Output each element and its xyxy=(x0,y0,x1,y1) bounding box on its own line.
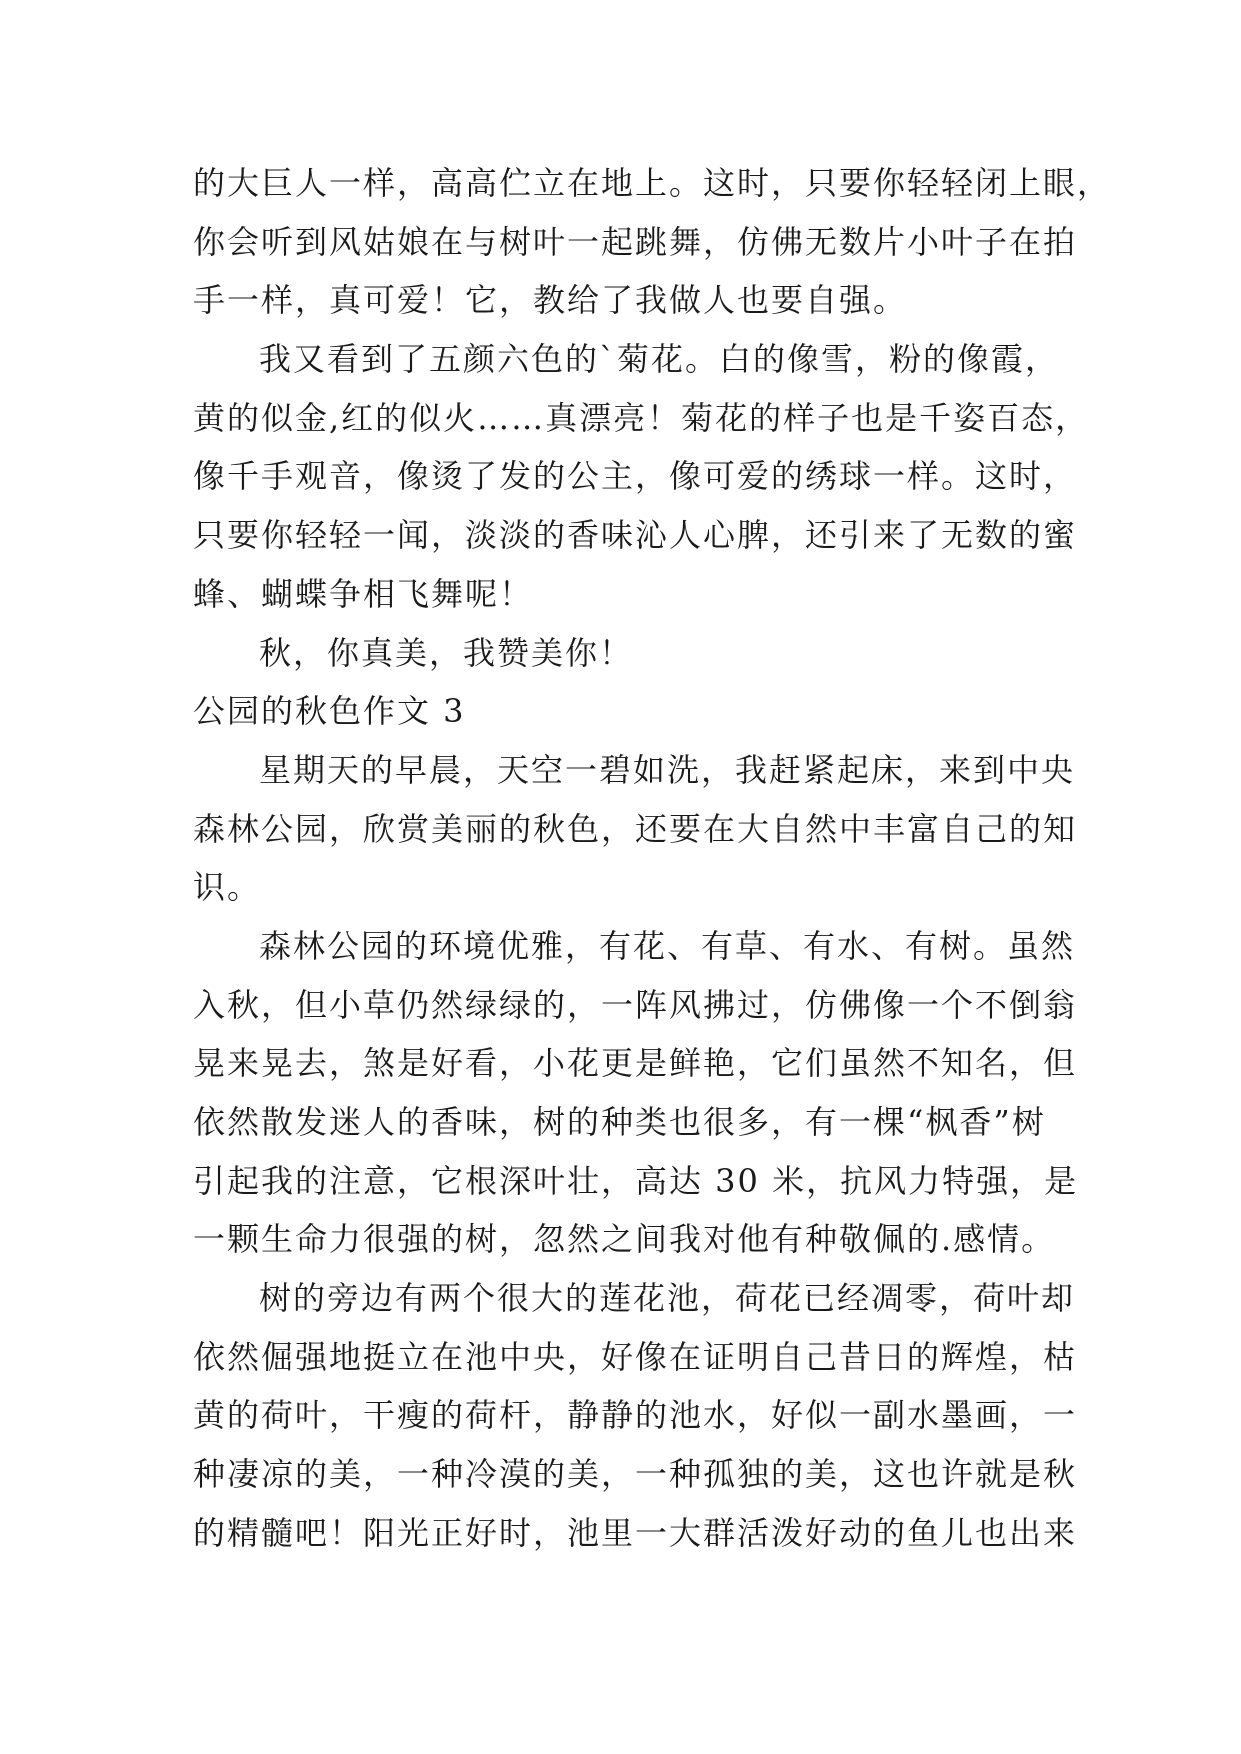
text-line: 我又看到了五颜六色的`菊花。白的像雪，粉的像霞， xyxy=(259,340,1060,379)
text-line: 手一样，真可爱！它，教给了我做人也要自强。 xyxy=(193,281,908,320)
text-line: 森林公园的环境优雅，有花、有草、有水、有树。虽然 xyxy=(259,926,1076,965)
body-text xyxy=(193,154,1112,1563)
text-line: 入秋，但小草仍然绿绿的，一阵风拂过，仿佛像一个不倒翁 xyxy=(193,985,1078,1024)
text-line: 引起我的注意，它根深叶壮，高达 30 米，抗风力特强，是 xyxy=(193,1161,1079,1200)
text-line: 的大巨人一样，高高伫立在地上。这时，只要你轻轻闭上眼， xyxy=(193,164,1112,202)
text-line: 蜂、蝴蝶争相飞舞呢！ xyxy=(193,574,534,613)
text-line: 识。 xyxy=(193,868,262,907)
text-line: 你会听到风姑娘在与树叶一起跳舞，仿佛无数片小叶子在拍 xyxy=(193,222,1078,261)
text-line: 一颗生命力很强的树，忽然之间我对他有种敬佩的.感情。 xyxy=(193,1220,1056,1259)
section-heading: 公园的秋色作文 3 xyxy=(193,692,466,731)
text-line: 种凄凉的美，一种冷漠的美，一种孤独的美，这也许就是秋 xyxy=(193,1455,1078,1494)
text-line: 星期天的早晨，天空一碧如洗，我赶紧起床，来到中央 xyxy=(259,750,1076,789)
text-line: 黄的荷叶，干瘦的荷杆，静静的池水，好似一副水墨画，一 xyxy=(193,1396,1078,1435)
text-line: 晃来晃去，煞是好看，小花更是鲜艳，它们虽然不知名，但 xyxy=(193,1044,1078,1083)
text-line: 依然倔强地挺立在池中央，好像在证明自己昔日的辉煌，枯 xyxy=(193,1337,1078,1376)
text-line: 的精髓吧！阳光正好时，池里一大群活泼好动的鱼儿也出来 xyxy=(193,1513,1078,1552)
text-line: 森林公园，欣赏美丽的秋色，还要在大自然中丰富自己的知 xyxy=(193,809,1078,848)
text-line: 树的旁边有两个很大的莲花池，荷花已经凋零，荷叶却 xyxy=(259,1279,1076,1318)
text-line: 秋，你真美，我赞美你！ xyxy=(259,633,634,672)
text-line: 只要你轻轻一闻，淡淡的香味沁人心脾，还引来了无数的蜜 xyxy=(193,516,1078,555)
text-line: 像千手观音，像烫了发的公主，像可爱的绣球一样。这时， xyxy=(193,457,1078,496)
text-line: 黄的似金,红的似火……真漂亮！菊花的样子也是千姿百态， xyxy=(193,398,1090,437)
text-line: 依然散发迷人的香味，树的种类也很多，有一棵“枫香”树 xyxy=(193,1103,1046,1141)
